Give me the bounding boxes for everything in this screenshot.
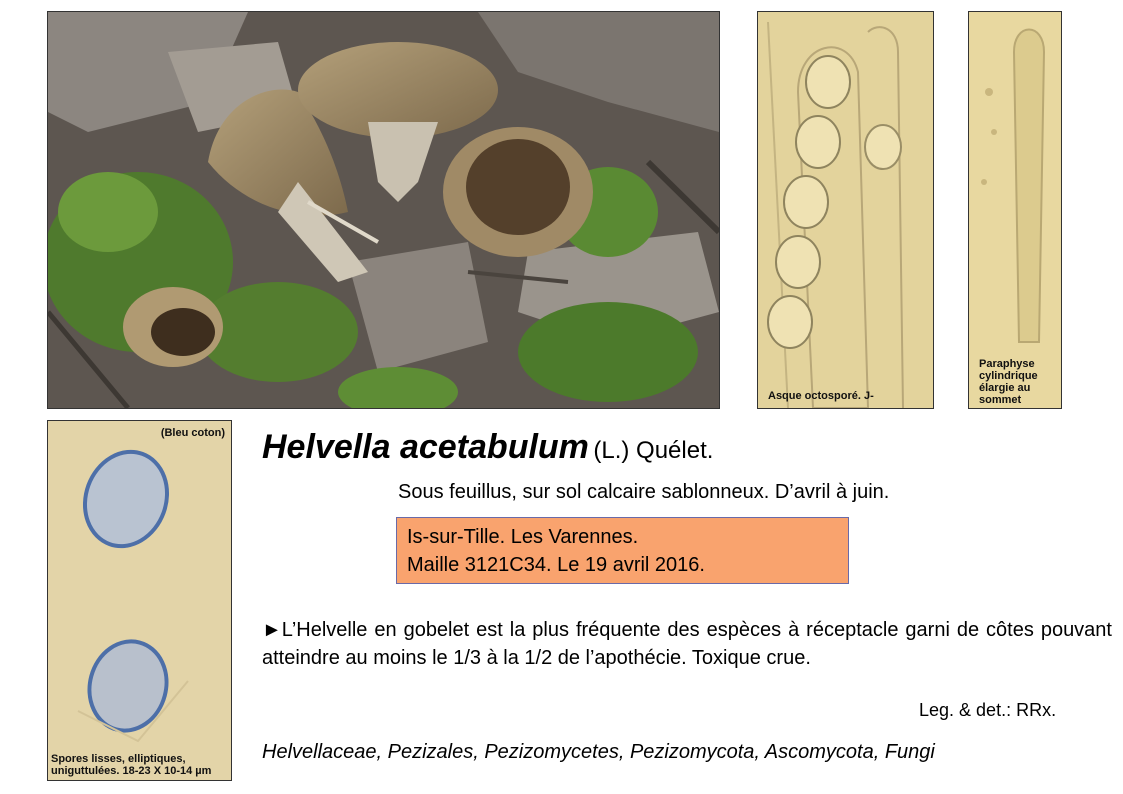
spores-caption: Spores lisses, elliptiques, uniguttulées. 18-23 X 10-14 µm <box>51 753 212 777</box>
description-text: ►L’Helvelle en gobelet est la plus fréquente des espèces à réceptacle garni de côtes pouvant atteindre au moins le 1/3 à la 1/2 de l’apothécie. Toxique crue. <box>262 619 1112 669</box>
taxonomy-text: Helvellaceae, Pezizales, Pezizomycetes, Pezizomycota, Ascomycota, Fungi <box>262 741 935 763</box>
paraphyse-micrograph <box>968 11 1062 409</box>
leg-det: Leg. & det.: RRx. <box>919 700 1057 720</box>
species-name: Helvella acetabulum <box>262 428 589 466</box>
habitat-text: Sous feuillus, sur sol calcaire sablonneux. D’avril à juin. <box>398 481 890 503</box>
asque-micrograph <box>757 11 934 409</box>
paraphyse-caption: Paraphyse cylindrique élargie au sommet <box>979 358 1038 406</box>
location-line-1: Is-sur-Tille. Les Varennes. <box>407 526 639 548</box>
spores-micrograph <box>47 420 232 781</box>
species-title <box>262 428 713 467</box>
location-box <box>396 517 849 584</box>
stain-label: (Bleu coton) <box>160 427 225 439</box>
species-author: (L.) Quélet. <box>593 437 714 464</box>
mushroom-field-photo <box>47 11 720 409</box>
asque-caption: Asque octosporé. J- <box>768 390 874 402</box>
location-line-2: Maille 3121C34. Le 19 avril 2016. <box>407 554 705 576</box>
